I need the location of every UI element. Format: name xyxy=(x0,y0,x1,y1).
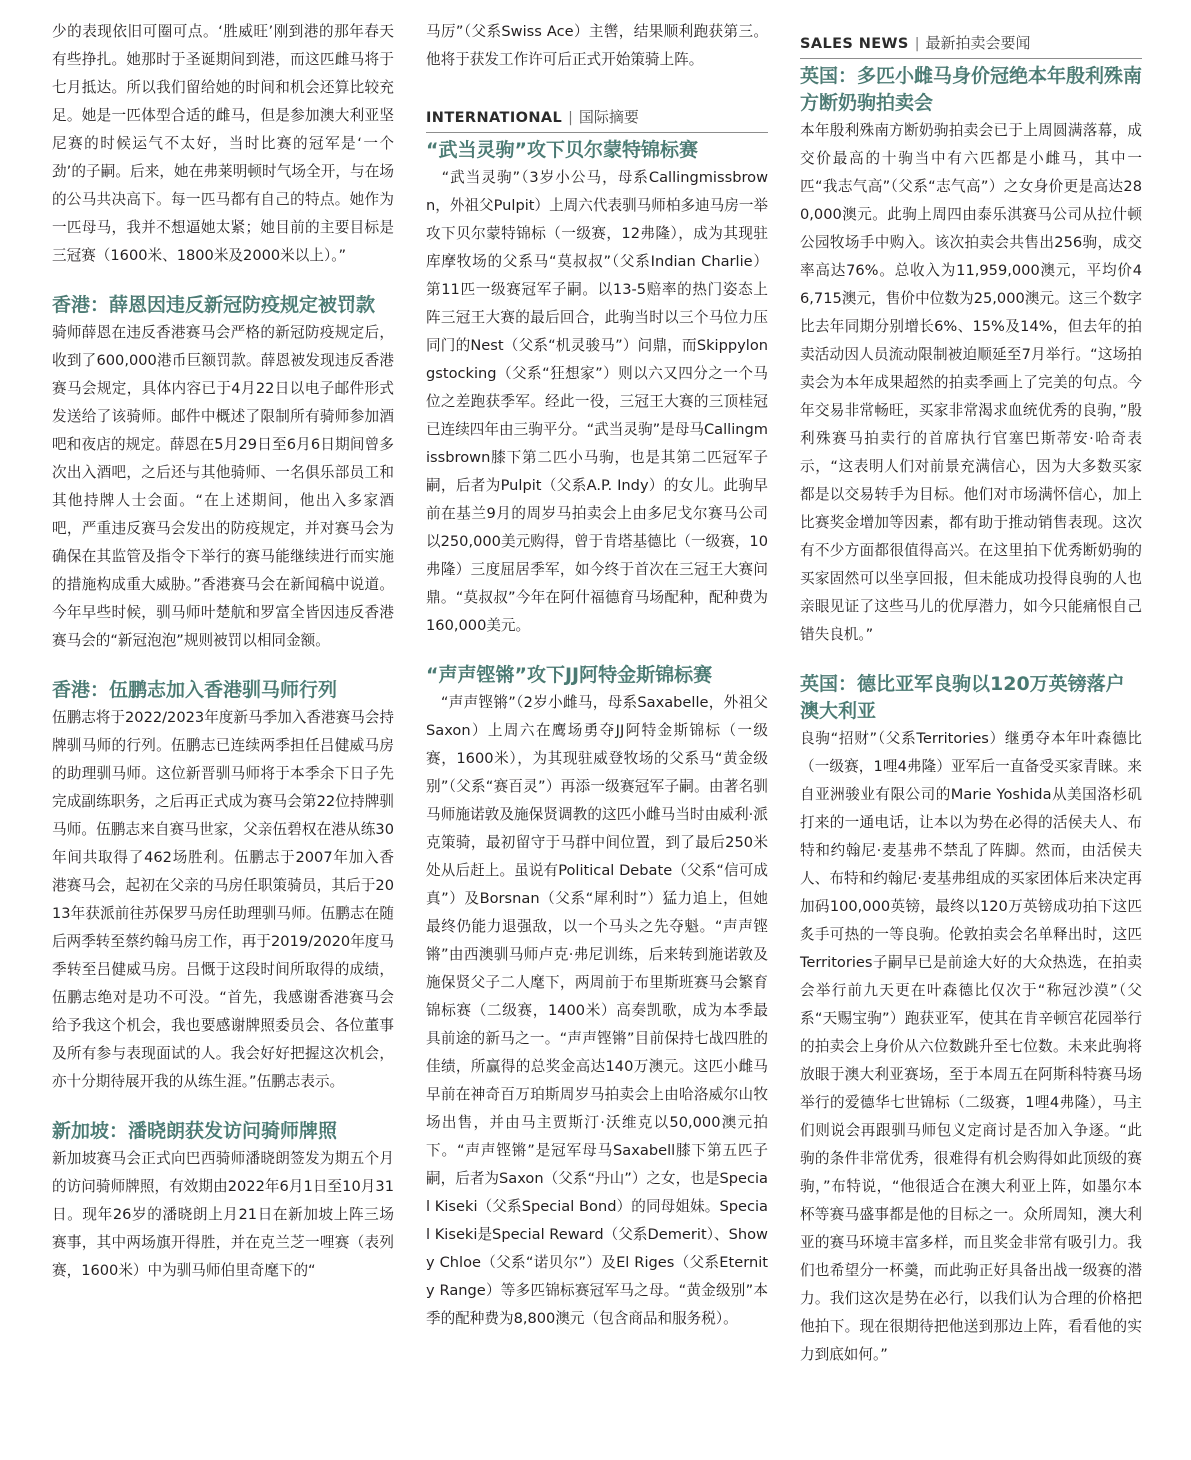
section-label-en: INTERNATIONAL xyxy=(426,110,563,126)
section-label-separator: | xyxy=(568,110,573,126)
section-label-international xyxy=(426,106,768,133)
article-body-singapore-license: 新加坡赛马会正式向巴西骑师潘晓朗签发为期五个月的访问骑师牌照，有效期由2022年6月1日至10月31日。现年26岁的潘晓朗上月21日在新加坡上阵三场赛事，其中两场旗开得胜，并在克兰芝一哩赛（表列赛，1600米）中为驯马师伯里奇麾下的“ xyxy=(52,1150,394,1279)
article-body-new-trainer: 伍鹏志将于2022/2023年度新马季加入香港赛马会持牌驯马师的行列。伍鹏志已连续两季担任吕健威马房的助理驯马师。这位新晋驯马师将于本季余下日子先完成副练职务，之后再正式成为赛马会第22位持牌驯马师。伍鹏志来自赛马世家，父亲伍碧权在港从练30年间共取得了462场胜利。伍鹏志于2007年加入香港赛马会，起初在父亲的马房任职策骑员，其后于2013年获派前往苏保罗马房任助理驯马师。伍鹏志在随后两季转至蔡约翰马房工作，再于2019/2020年度马季转至吕健威马房。吕慨于这段时间所取得的成绩，伍鹏志绝对是功不可没。“首先，我感谢香港赛马会给予我这个机会，我也要感谢牌照委员会、各位董事及所有参与表现面试的人。我会好好把握这次机会，亦十分期待展开我的从练生涯。”伍鹏志表示。 xyxy=(52,709,394,1090)
column-1 xyxy=(52,18,394,1285)
article-title-new-trainer: 香港：伍鹏志加入香港驯马师行列 xyxy=(52,679,338,701)
article-body-fined-jockey: 骑师薛恩在违反香港赛马会严格的新冠防疫规定后，收到了600,000港币巨额罚款。薛恩被发现违反香港赛马会规定，具体内容已于4月22日以电子邮件形式发送给了该骑师。邮件中概述了限制所有骑师参加酒吧和夜店的规定。薛恩在5月29日至6月6日期间曾多次出入酒吧，之后还与其他骑师、一名俱乐部员工和其他持牌人士会面。“在上述期间，他出入多家酒吧，严重违反赛马会发出的防疫规定，并对赛马会为确保在其监管及指令下举行的赛马能继续进行而实施的措施构成重大威胁。”香港赛马会在新闻稿中说道。今年早些时候，驯马师叶楚航和罗富全皆因违反香港赛马会的“新冠泡泡”规则被罚以相同金额。 xyxy=(52,324,394,649)
column-3 xyxy=(800,18,1142,1369)
article-title-derby-runner-up: 英国：德比亚军良驹以120万英镑落户澳大利亚 xyxy=(800,673,1125,722)
section-label-zh: 最新拍卖会要闻 xyxy=(925,34,1031,52)
article-body-belmont: “武当灵驹”（3岁小公马，母系Callingmissbrown，外祖父Pulpit）上周六代表驯马师柏多迪马房一举攻下贝尔蒙特锦标（一级赛，12弗隆），成为其现驻库摩牧场的父系马“莫叔叔”（父系Indian Charlie）第11匹一级赛冠军子嗣。以13-5赔率的热门姿态上阵三冠王大赛的最后回合，此驹当时以三个马位力压同门的Nest（父系“机灵骏马”）问鼎，而Skippylongstocking（父系“狂想家”）则以六又四分之一个马位之差跑获季军。经此一役，三冠王大赛的三顶桂冠已连续四年由三驹平分。“武当灵驹”是母马Callingmissbrown膝下第二匹小马驹，也是其第二匹冠军子嗣，后者为Pulpit（父系A.P. Indy）的女儿。此驹早前在基兰9月的周岁马拍卖会上由多尼戈尔赛马公司以250,000美元购得，曾于肯塔基德比（一级赛，10弗隆）三度屈居季军，如今终于首次在三冠王大赛问鼎。“莫叔叔”今年在阿什福德育马场配种，配种费为160,000美元。 xyxy=(426,169,769,634)
article-body-derby-runner-up: 良驹“招财”（父系Territories）继勇夺本年叶森德比（一级赛，1哩4弗隆）亚军后一直备受买家青睐。来自亚洲骏业有限公司的Marie Yoshida从美国洛杉矶打来的一通电话，让本以为势在必得的活侯夫人、布特和约翰尼·麦基弗不禁乱了阵脚。然而，由活侯夫人、布特和约翰尼·麦基弗组成的买家团体后来决定再加码100,000英镑，最终以120万英镑成功拍下这匹炙手可热的一等良驹。伦敦拍卖会名单释出时，这匹Territories子嗣早已是前途大好的大众热选，在拍卖会举行前九天更在叶森德比仅次于“称冠沙漠”（父系“天赐宝驹”）跑获亚军，使其在肯辛顿宫花园举行的拍卖会上身价从六位数跳升至七位数。未来此驹将放眼于澳大利亚赛场，至于本周五在阿斯科特赛马场举行的爱德华七世锦标（二级赛，1哩4弗隆），马主们则说会再跟驯马师包义定商讨是否加入争逐。“此驹的条件非常优秀，很难得有机会购得如此顶级的赛驹，”布特说，“他很适合在澳大利亚上阵，如墨尔本杯等赛马盛事都是他的目标之一。众所周知，澳大利亚的赛马环境丰富多样，而且奖金非常有吸引力。我们也希望分一杯羹，而此驹正好具备出战一级赛的潜力。我们这次是势在必行，以我们认为合理的价格把他拍下。现在很期待把他送到那边上阵，看看他的实力到底如何。” xyxy=(800,730,1142,1363)
column-2 xyxy=(426,18,768,1333)
col2-intro-text: 马厉”（父系Swiss Ace）主辔，结果顺利跑获第三。他将于获发工作许可后正式开始策骑上阵。 xyxy=(426,23,768,68)
article-title-singapore-license: 新加坡：潘晓朗获发访问骑师牌照 xyxy=(52,1120,338,1142)
section-label-sales-news xyxy=(800,32,1142,59)
section-label-en: SALES NEWS xyxy=(800,36,909,52)
article-title-fined-jockey: 香港：薛恩因违反新冠防疫规定被罚款 xyxy=(52,294,376,316)
article-body-weanling-sale: 本年殷利殊南方断奶驹拍卖会已于上周圆满落幕，成交价最高的十驹当中有六匹都是小雌马，其中一匹“我志气高”（父系“志气高”）之女身价更是高达280,000澳元。此驹上周四由泰乐淇赛马公司从拉什顿公园牧场手中购入。该次拍卖会共售出256驹，成交率高达76%。总收入为11,959,000澳元，平均价46,715澳元，售价中位数为25,000澳元。这三个数字比去年同期分别增长6%、15%及14%，但去年的拍卖活动因人员流动限制被迫顺延至7月举行。“这场拍卖会为本年成果超然的拍卖季画上了完美的句点。今年交易非常畅旺，买家非常渴求血统优秀的良驹，”殷利殊赛马拍卖行的首席执行官塞巴斯蒂安·哈奇表示，“这表明人们对前景充满信心，因为大多数买家都是以交易转手为目标。他们对市场满怀信心，加上比赛奖金增加等因素，都有助于推动销售表现。这次有不少方面都很值得高兴。在这里拍下优秀断奶驹的买家固然可以坐享回报，但未能成功投得良驹的人也亲眼见证了这些马儿的优厚潜力，如今只能痛恨自己错失良机。” xyxy=(800,122,1142,643)
section-label-separator: | xyxy=(914,36,920,52)
article-title-weanling-sale: 英国：多匹小雌马身价冠绝本年殷利殊南方断奶驹拍卖会 xyxy=(800,65,1143,114)
article-title-jj-atkins: “声声铿锵”攻下JJ阿特金斯锦标赛 xyxy=(426,664,713,686)
article-title-belmont: “武当灵驹”攻下贝尔蒙特锦标赛 xyxy=(426,139,698,161)
article-body-jj-atkins: “声声铿锵”（2岁小雌马，母系Saxabelle，外祖父Saxon）上周六在鹰场勇夺JJ阿特金斯锦标（一级赛，1600米），为其现驻威登牧场的父系马“黄金级别”（父系“赛百灵”）再添一级赛冠军子嗣。由著名驯马师施诺敦及施保贤调教的这匹小雌马当时由威利·派克策骑，最初留守于马群中间位置，到了最后250米处从后赶上。虽说有Political Debate（父系“信可成真”）及Borsnan（父系“犀利时”）猛力追上，但她最终仍能力退强敌，以一个马头之先夺魁。“声声铿锵”由西澳驯马师卢克·弗尼训练，后来转到施诺敦及施保贤父子二人麾下，两周前于布里斯班赛马会繁育锦标赛（二级赛，1400米）高奏凯歌，成为本季最具前途的新马之一。“声声铿锵”目前保持七战四胜的佳绩，所赢得的总奖金高达140万澳元。这匹小雌马早前在神奇百万珀斯周岁马拍卖会上由哈洛威尔山牧场出售，并由马主贾斯汀·沃维克以50,000澳元拍下。“声声铿锵”是冠军母马Saxabell膝下第五匹子嗣，后者为Saxon（父系“丹山”）之女，也是Special Kiseki（父系Special Bond）的同母姐妹。Special Kiseki是Special Reward（父系Demerit）、Showy Chloe（父系“诺贝尔”）及El Riges（父系Eternity Range）等多匹锦标赛冠军马之母。“黄金级别”本季的配种费为8,800澳元（包含商品和服务税）。 xyxy=(426,694,768,1327)
section-label-zh: 国际摘要 xyxy=(578,108,639,126)
col1-intro-text: 少的表现依旧可圈可点。‘胜威旺’刚到港的那年春天有些挣扎。她那时于圣诞期间到港，而这匹雌马将于七月抵达。所以我们留给她的时间和机会还算比较充足。她是一匹体型合适的雌马，但是参加澳大利亚坚尼赛的时候运气不太好，当时比赛的冠军是‘一个劲’的子嗣。后来，她在弗莱明顿时气场全开，与在场的公马共决高下。每一匹马都有自己的特点。她作为一匹母马，我并不想逼她太紧；她目前的主要目标是三冠赛（1600米、1800米及2000米以上）。” xyxy=(52,23,394,264)
